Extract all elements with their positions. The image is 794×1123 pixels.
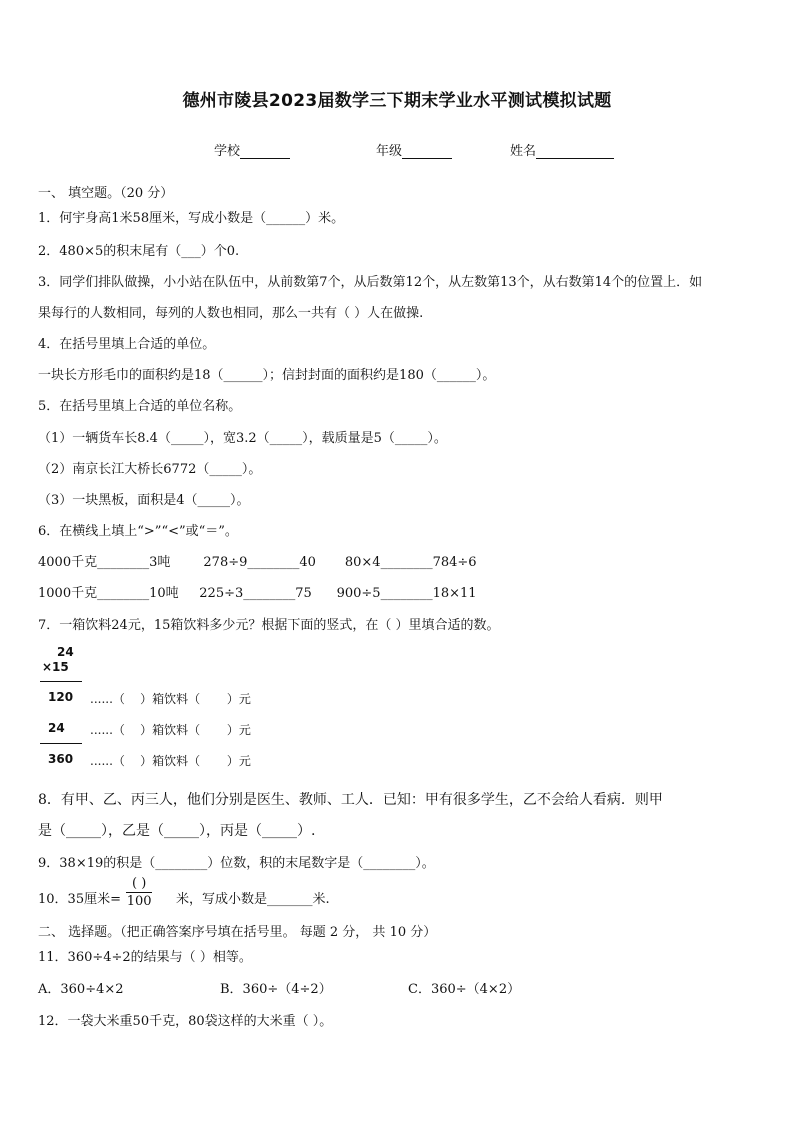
name-blank[interactable]	[536, 144, 614, 159]
question-5-item-2: （2）南京长江大桥长6772（_____）。	[38, 462, 262, 477]
name-label: 姓名	[510, 144, 537, 159]
question-2: 2．480×5的积末尾有（___）个0.	[38, 244, 240, 259]
question-8-line-1: 8．有甲、乙、丙三人，他们分别是医生、教师、工人．已知：甲有很多学生，乙不会给人看病．则甲	[38, 792, 663, 808]
question-9: 9．38×19的积是（________）位数，积的末尾数字是（________）。	[38, 856, 435, 871]
calc-result: 360	[48, 752, 74, 766]
grade-field	[376, 140, 452, 159]
question-8-line-2: 是（_____），乙是（_____），丙是（_____）.	[38, 823, 316, 839]
page-title: 德州市陵县2023届数学三下期末学业水平测试模拟试题	[182, 91, 612, 111]
school-field	[214, 140, 290, 159]
calc-row-1: ......（ ）箱饮料（ ）元	[90, 692, 251, 706]
fraction-denominator: 100	[126, 894, 152, 909]
question-5-item-3: （3）一块黑板，面积是4（_____）。	[38, 493, 250, 508]
calc-row-3: ......（ ）箱饮料（ ）元	[90, 754, 251, 768]
question-10-prefix: 10．35厘米=	[38, 892, 121, 907]
question-6-row-2: 1000千克________10吨 225÷3________75 900÷5________18×11	[38, 586, 477, 601]
fraction-numerator: ( )	[126, 876, 152, 893]
question-3-line-1: 3．同学们排队做操，小小站在队伍中，从前数第7个，从后数第12个，从左数第13个，从右数第14个的位置上．如	[38, 275, 703, 290]
name-field	[510, 140, 614, 159]
question-11: 11．360÷4÷2的结果与（ ）相等。	[38, 950, 252, 965]
question-7: 7．一箱饮料24元，15箱饮料多少元？根据下面的竖式，在（ ）里填合适的数。	[38, 618, 500, 633]
question-6-row-1: 4000千克________3吨 278÷9________40 80×4________784÷6	[38, 555, 477, 570]
school-blank[interactable]	[240, 144, 290, 159]
question-11-option-c: C．360÷（4×2）	[408, 982, 521, 997]
question-1: 1．何宇身高1米58厘米，写成小数是（______）米。	[38, 211, 345, 226]
question-5: 5．在括号里填上合适的单位名称。	[38, 399, 242, 414]
calc-multiplier: ×15	[42, 660, 69, 674]
question-10-suffix: 米，写成小数是_______米.	[176, 892, 330, 907]
calc-multiplicand: 24	[57, 645, 74, 659]
grade-label: 年级	[376, 144, 403, 159]
question-6: 6．在横线上填上“>”“<”或“＝”。	[38, 524, 238, 539]
question-4: 4．在括号里填上合适的单位。	[38, 337, 216, 352]
question-11-option-b: B．360÷（4÷2）	[220, 982, 332, 997]
question-3-line-2: 果每行的人数相同，每列的人数也相同，那么一共有（ ）人在做操.	[38, 306, 424, 321]
question-11-option-a: A．360÷4×2	[38, 982, 124, 997]
section-heading-choice: 二、 选择题。（把正确答案序号填在括号里。 每题 2 分， 共 10 分）	[38, 925, 437, 940]
section-heading-fill: 一、 填空题。（20 分）	[38, 186, 174, 201]
calc-partial-2: 24	[48, 721, 65, 735]
question-10-fraction	[126, 876, 152, 909]
question-5-item-1: （1）一辆货车长8.4（_____），宽3.2（_____），载质量是5（_____）。	[38, 431, 447, 446]
question-12: 12．一袋大米重50千克，80袋这样的大米重（ ）。	[38, 1014, 333, 1029]
grade-blank[interactable]	[402, 144, 452, 159]
calc-row-2: ......（ ）箱饮料（ ）元	[90, 723, 251, 737]
calc-line-2	[40, 743, 82, 744]
school-label: 学校	[214, 144, 241, 159]
calc-partial-1: 120	[48, 690, 74, 704]
question-4-sub: 一块长方形毛巾的面积约是18（______）；信封封面的面积约是180（______）。	[38, 368, 496, 383]
calc-line-1	[40, 681, 82, 682]
